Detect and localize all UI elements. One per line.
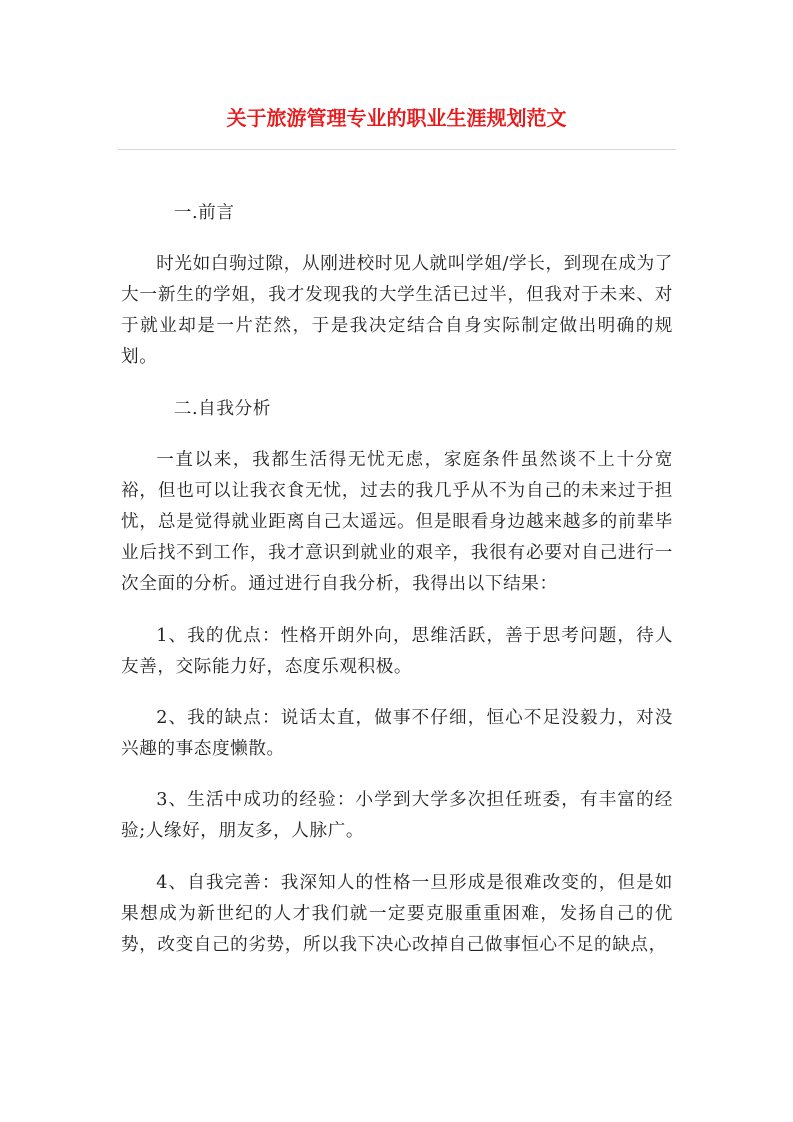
paragraph-preface: 时光如白驹过隙，从刚进校时见人就叫学姐/学长，到现在成为了大一新生的学姐，我才发现我的大学生活已过半，但我对于未来、对于就业却是一片茫然，于是我决定结合自身实际制定做出明确的规划。 [121, 254, 673, 368]
title-divider [118, 149, 676, 150]
list-item-experience: 3、生活中成功的经验：小学到大学多次担任班委，有丰富的经验;人缘好，朋友多，人脉广。 [121, 790, 673, 842]
list-item-weaknesses: 2、我的缺点：说话太直，做事不仔细，恒心不足没毅力，对没兴趣的事态度懒散。 [121, 707, 673, 759]
section-heading-preface: 一.前言 [173, 203, 235, 223]
paragraph-self-analysis: 一直以来，我都生活得无忧无虑，家庭条件虽然谈不上十分宽裕，但也可以让我衣食无忧，过去的我几乎从不为自己的未来过于担忧，总是觉得就业距离自己太遥远。但是眼看身边越来越多的前辈毕业后找不到工作，我才意识到就业的艰辛，我很有必要对自己进行一次全面的分析。通过进行自我分析，我得出以下结果： [121, 450, 673, 595]
document-title: 关于旅游管理专业的职业生涯规划范文 [226, 106, 567, 130]
section-heading-self-analysis: 二.自我分析 [173, 398, 271, 419]
list-item-strengths: 1、我的优点：性格开朗外向，思维活跃，善于思考问题，待人友善，交际能力好，态度乐观积极。 [121, 625, 673, 677]
list-item-self-improvement: 4、自我完善：我深知人的性格一旦形成是很难改变的，但是如果想成为新世纪的人才我们就一定要克服重重困难，发扬自己的优势，改变自己的劣势，所以我下决心改掉自己做事恒心不足的缺点， [121, 872, 673, 955]
document-body [121, 198, 673, 981]
